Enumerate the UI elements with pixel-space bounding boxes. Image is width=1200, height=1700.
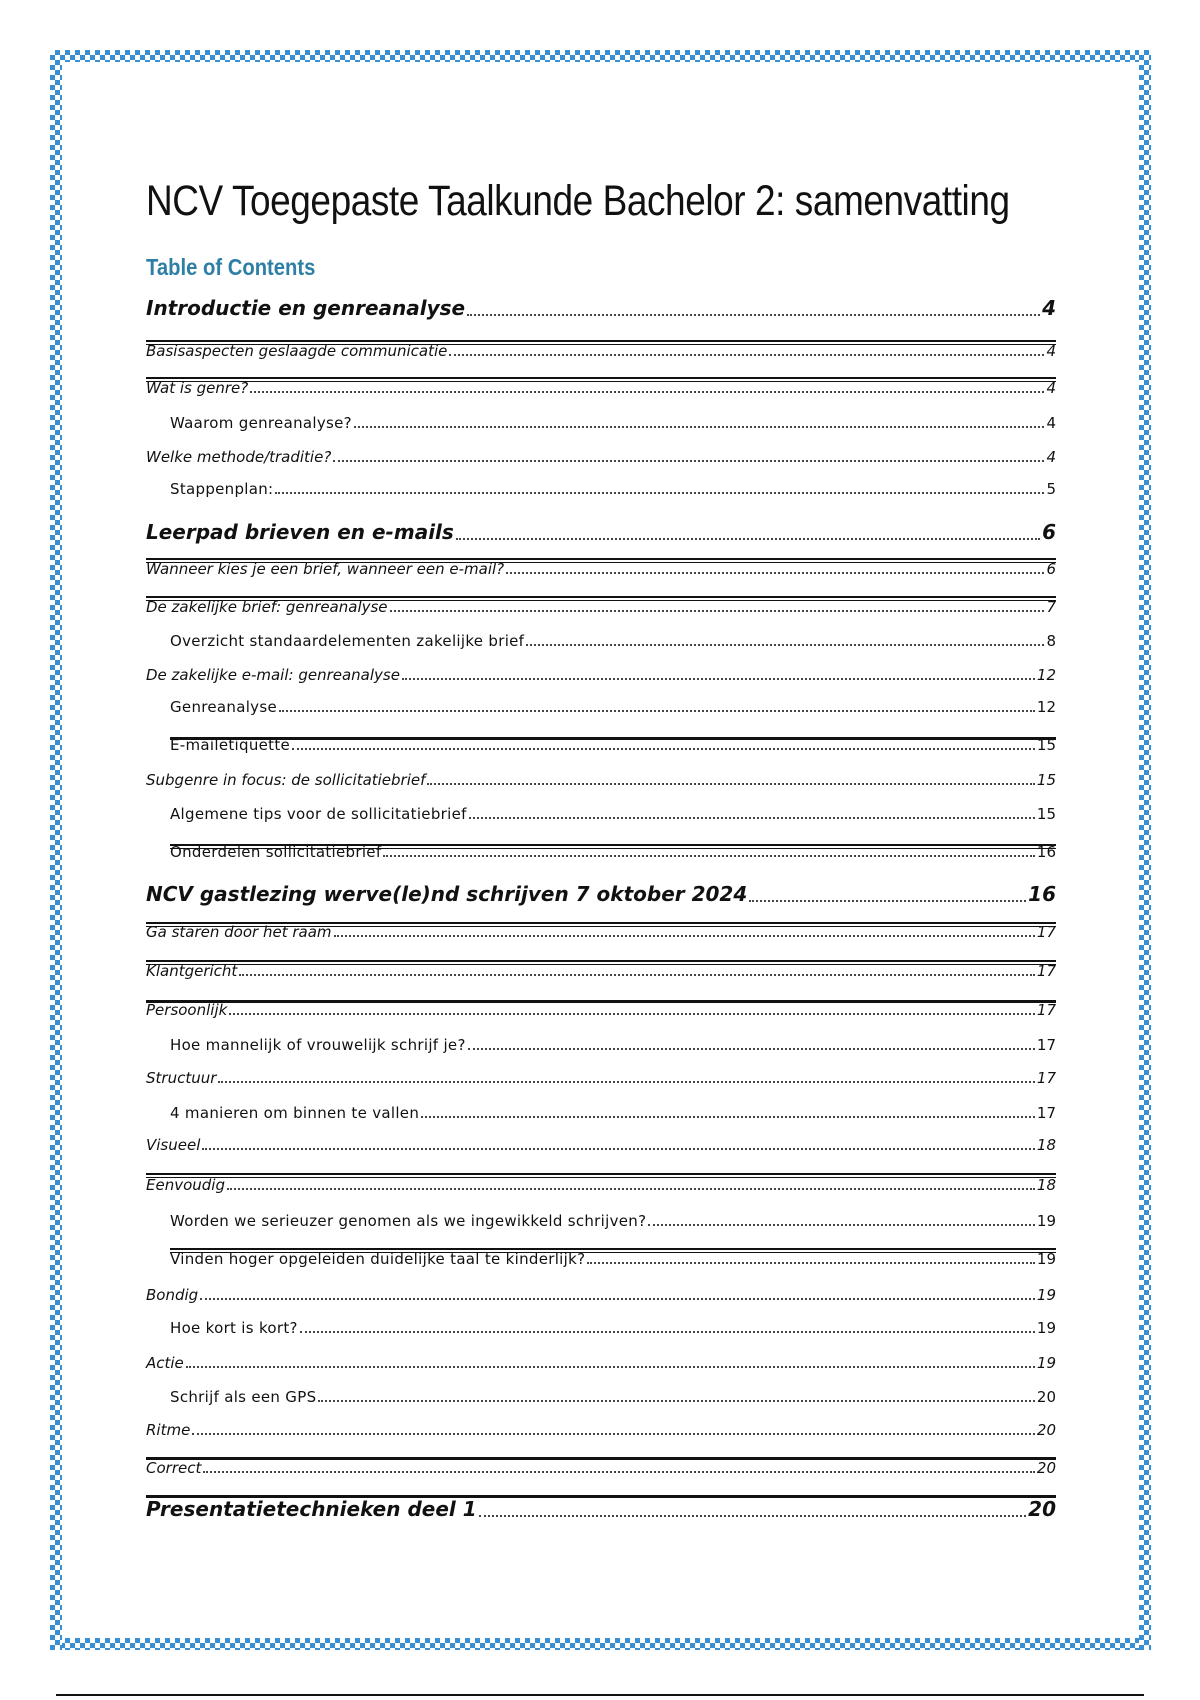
toc-entry-label: Overzicht standaardelementen zakelijke brief [170, 632, 525, 650]
toc-entry-page: 17 [1036, 923, 1056, 941]
toc-entry-page: 4 [1046, 448, 1056, 466]
toc-entry-page: 12 [1036, 666, 1056, 684]
toc-entry-label: De zakelijke brief: genreanalyse [146, 598, 388, 616]
toc-entry-label: Correct [146, 1459, 202, 1477]
page-bottom-rule [56, 1694, 1144, 1696]
toc-leader-dots [354, 426, 1045, 428]
toc-entry-label: Actie [146, 1354, 184, 1372]
toc-leader-dots [203, 1471, 1035, 1473]
toc-entry-label: Welke methode/traditie? [146, 448, 332, 466]
toc-entry-label: Structuur [146, 1069, 217, 1087]
toc-entry-page: 18 [1036, 1136, 1056, 1154]
toc-entry-page: 17 [1036, 1036, 1056, 1054]
toc-entry-label: Waarom genreanalyse? [170, 414, 352, 432]
toc-entry-page: 4 [1046, 414, 1056, 432]
toc-leader-dots [202, 1148, 1035, 1150]
toc-entry-page: 12 [1036, 698, 1056, 716]
toc-entry[interactable] [146, 1459, 1056, 1477]
toc-entry-page: 20 [1036, 1421, 1056, 1439]
toc-leader-dots [449, 354, 1044, 356]
toc-entry[interactable] [146, 1104, 1056, 1122]
toc-leader-dots [383, 855, 1034, 857]
toc-entry-label: Eenvoudig [146, 1176, 225, 1194]
toc-leader-dots [192, 1433, 1035, 1435]
toc-entry-page: 19 [1036, 1250, 1056, 1268]
toc-entry-label: Wat is genre? [146, 379, 249, 397]
toc-leader-dots [427, 783, 1035, 785]
toc-leader-dots [468, 1048, 1035, 1050]
toc-entry-page: 20 [1028, 1497, 1056, 1521]
toc-leader-dots [467, 314, 1040, 316]
toc-entry-page: 19 [1036, 1286, 1056, 1304]
toc-entry-page: 19 [1036, 1354, 1056, 1372]
toc-entry-label: Worden we serieuzer genomen als we ingewikkeld schrijven? [170, 1212, 647, 1230]
toc-entry-page: 5 [1046, 480, 1056, 498]
toc-entry[interactable] [146, 698, 1056, 716]
toc-entry[interactable] [146, 1319, 1056, 1337]
toc-entry-label: E-mailetiquette [170, 736, 291, 754]
toc-leader-dots [318, 1400, 1035, 1402]
toc-leader-dots [279, 710, 1035, 712]
toc-leader-dots [469, 817, 1035, 819]
toc-entry[interactable] [146, 1421, 1056, 1439]
toc-entry-label: Persoonlijk [146, 1001, 228, 1019]
toc-entry[interactable] [146, 632, 1056, 650]
toc-entry-label: Presentatietechnieken deel 1 [146, 1497, 477, 1521]
toc-entry[interactable] [146, 1354, 1056, 1372]
toc-leader-dots [333, 460, 1044, 462]
toc-entry-label: 4 manieren om binnen te vallen [170, 1104, 420, 1122]
toc-entry-label: Wanneer kies je een brief, wanneer een e-mail? [146, 560, 505, 578]
toc-heading: Table of Contents [146, 254, 316, 280]
toc-entry-label: Onderdelen sollicitatiebrief [170, 843, 382, 861]
toc-leader-dots [300, 1331, 1035, 1333]
toc-leader-dots [402, 678, 1035, 680]
toc-entry[interactable] [146, 448, 1056, 466]
toc-leader-dots [506, 572, 1044, 574]
toc-entry-page: 4 [1042, 296, 1056, 320]
toc-entry-label: Genreanalyse [170, 698, 278, 716]
toc-entry-page: 20 [1036, 1459, 1056, 1477]
toc-entry-page: 17 [1036, 962, 1056, 980]
toc-entry[interactable] [146, 1036, 1056, 1054]
toc-leader-dots [275, 492, 1044, 494]
toc-entry[interactable] [146, 771, 1056, 789]
toc-entry[interactable] [146, 1497, 1056, 1521]
toc-entry[interactable] [146, 342, 1056, 360]
page-border-right [1139, 50, 1151, 1650]
toc-leader-dots [479, 1515, 1027, 1517]
toc-entry[interactable] [146, 666, 1056, 684]
toc-entry[interactable] [146, 598, 1056, 616]
toc-entry-label: Ritme [146, 1421, 191, 1439]
toc-leader-dots [200, 1298, 1035, 1300]
toc-entry[interactable] [146, 379, 1056, 397]
toc-entry[interactable] [146, 414, 1056, 432]
toc-entry[interactable] [146, 1212, 1056, 1230]
toc-entry[interactable] [146, 1001, 1056, 1019]
toc-entry-label: Schrijf als een GPS [170, 1388, 317, 1406]
toc-entry[interactable] [146, 1069, 1056, 1087]
toc-entry[interactable] [146, 805, 1056, 823]
toc-entry-page: 19 [1036, 1212, 1056, 1230]
toc-entry-page: 6 [1046, 560, 1056, 578]
toc-entry[interactable] [146, 560, 1056, 578]
toc-leader-dots [227, 1188, 1035, 1190]
toc-entry-label: Basisaspecten geslaagde communicatie [146, 342, 448, 360]
toc-leader-dots [239, 974, 1035, 976]
toc-entry[interactable] [146, 1388, 1056, 1406]
toc-entry-page: 15 [1036, 805, 1056, 823]
toc-leader-dots [250, 391, 1044, 393]
toc-entry-label: Visueel [146, 1136, 201, 1154]
toc-entry-label: Stappenplan: [170, 480, 274, 498]
toc-entry[interactable] [146, 1250, 1056, 1268]
toc-entry-page: 19 [1036, 1319, 1056, 1337]
toc-entry-page: 16 [1028, 882, 1056, 906]
toc-entry-label: Bondig [146, 1286, 199, 1304]
toc-leader-dots [421, 1116, 1035, 1118]
toc-entry[interactable] [146, 882, 1056, 906]
toc-leader-dots [229, 1013, 1035, 1015]
toc-entry-page: 8 [1046, 632, 1056, 650]
toc-entry-label: Klantgericht [146, 962, 238, 980]
toc-leader-dots [749, 900, 1026, 902]
toc-leader-dots [390, 610, 1045, 612]
toc-entry-page: 15 [1036, 736, 1056, 754]
document-title: NCV Toegepaste Taalkunde Bachelor 2: samenvatting [146, 176, 1010, 225]
toc-entry-label: De zakelijke e-mail: genreanalyse [146, 666, 400, 684]
toc-entry-label: Vinden hoger opgeleiden duidelijke taal te kinderlijk? [170, 1250, 586, 1268]
toc-entry-page: 16 [1036, 843, 1056, 861]
toc-entry-label: Ga staren door het raam [146, 923, 332, 941]
toc-entry-page: 15 [1036, 771, 1056, 789]
toc-entry-label: Algemene tips voor de sollicitatiebrief [170, 805, 467, 823]
table-of-contents [146, 0, 1056, 1700]
toc-entry-page: 17 [1036, 1069, 1056, 1087]
toc-entry[interactable] [146, 480, 1056, 498]
toc-entry[interactable] [146, 962, 1056, 980]
toc-leader-dots [218, 1081, 1035, 1083]
toc-entry-label: Subgenre in focus: de sollicitatiebrief [146, 771, 426, 789]
toc-entry[interactable] [146, 1136, 1056, 1154]
toc-entry[interactable] [146, 520, 1056, 544]
toc-entry-page: 20 [1036, 1388, 1056, 1406]
toc-leader-dots [526, 644, 1044, 646]
toc-entry-page: 17 [1036, 1104, 1056, 1122]
toc-entry-page: 6 [1042, 520, 1056, 544]
toc-entry[interactable] [146, 296, 1056, 320]
toc-entry-page: 4 [1046, 379, 1056, 397]
toc-entry-page: 4 [1046, 342, 1056, 360]
toc-entry-page: 7 [1046, 598, 1056, 616]
toc-entry-label: NCV gastlezing werve(le)nd schrijven 7 oktober 2024 [146, 882, 748, 906]
toc-entry-label: Leerpad brieven en e-mails [146, 520, 454, 544]
toc-entry[interactable] [146, 1286, 1056, 1304]
toc-entry[interactable] [146, 843, 1056, 861]
toc-leader-dots [334, 935, 1035, 937]
toc-entry[interactable] [146, 736, 1056, 754]
toc-entry[interactable] [146, 923, 1056, 941]
toc-entry-page: 18 [1036, 1176, 1056, 1194]
toc-entry-label: Hoe mannelijk of vrouwelijk schrijf je? [170, 1036, 466, 1054]
page-border-left [50, 50, 62, 1650]
toc-entry[interactable] [146, 1176, 1056, 1194]
toc-leader-dots [648, 1224, 1035, 1226]
toc-entry-label: Hoe kort is kort? [170, 1319, 298, 1337]
toc-entry-page: 17 [1036, 1001, 1056, 1019]
toc-leader-dots [292, 748, 1035, 750]
toc-entry-label: Introductie en genreanalyse [146, 296, 466, 320]
toc-leader-dots [456, 538, 1040, 540]
toc-leader-dots [186, 1366, 1035, 1368]
toc-leader-dots [587, 1262, 1035, 1264]
